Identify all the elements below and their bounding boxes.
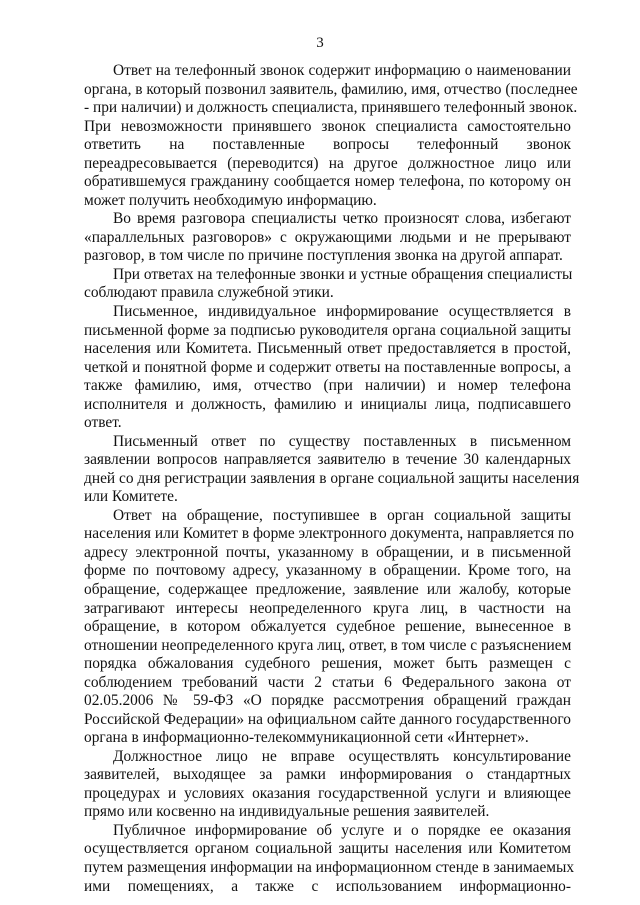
text-line: процедурах и условиях оказания государственной услуги и влияющее [84, 784, 571, 802]
text-line: разговор, в том числе по причине поступления звонка на другой аппарат. [84, 247, 563, 265]
text-line: - при наличии) и должность специалиста, принявшего телефонный звонок. [84, 99, 578, 117]
text-line: населения или Комитета. Письменный ответ предоставляется в простой, [84, 340, 571, 357]
text-line: 02.05.2006 № 59-ФЗ «О порядке рассмотрения обращений граждан [84, 692, 571, 710]
text-line: четкой и понятной форме и содержит ответы на поставленные вопросы, а [84, 358, 571, 376]
text-line: отношении неопределенного круга лиц, ответ, в том числе с разъяснением [84, 636, 572, 654]
text-line: письменной форме за подписью руководителя органа социальной защиты [84, 321, 571, 339]
text-line: путем размещения информации на информационном стенде в занимаемых [84, 858, 575, 876]
text-line: переадресовывается (переводится) на другое должностное лицо или [84, 154, 571, 172]
text-line: заявителей, выходящее за рамки информирования о стандартных [84, 766, 571, 784]
text-line: соблюдают правила служебной этики. [84, 284, 334, 302]
text-line: Публичное информирование об услуге и о порядке ее оказания [113, 821, 571, 839]
text-line: обратившемуся гражданину сообщается номер телефона, по которому он [84, 173, 571, 191]
text-line: дней со дня регистрации заявления в органе социальной защиты населения [84, 469, 580, 487]
text-line: форме по почтовому адресу, указанному в обращении. Кроме того, на [84, 562, 571, 580]
text-line: При ответах на телефонные звонки и устные обращения специалисты [113, 265, 573, 283]
text-line: населения или Комитет в форме электронного документа, направляется по [84, 525, 574, 543]
text-line: «параллельных разговоров» с окружающими людьми и не прерывают [84, 228, 571, 246]
text-line: адресу электронной почты, указанному в обращении, и в письменной [84, 543, 571, 561]
text-line: затрагивают интересы неопределенного круга лиц, в частности на [84, 599, 571, 617]
text-line: Ответ на телефонный звонок содержит информацию о наименовании [113, 62, 571, 79]
text-line: Письменное, индивидуальное информирование осуществляется в [113, 302, 571, 320]
page-number: 3 [316, 35, 324, 51]
text-line: Должностное лицо не вправе осуществлять консультирование [113, 747, 571, 765]
text-line: заявлении вопросов направляется заявителю в течение 30 календарных [84, 451, 571, 469]
text-line: При невозможности принявшего звонок специалиста самостоятельно [84, 117, 571, 135]
text-line: Письменный ответ по существу поставленных в письменном [113, 432, 571, 450]
text-line: ими помещениях, а также с использованием информационно- [84, 877, 571, 895]
text-line: обращение, содержащее предложение, заявление или жалобу, которые [84, 580, 571, 598]
text-line: порядка обжалования судебного решения, может быть размещен с [84, 655, 571, 673]
text-line: Российской Федерации» на официальном сайте данного государственного [84, 710, 571, 728]
text-line: обращение, в котором обжалуется судебное решение, вынесенное в [84, 618, 571, 635]
text-line: может получить необходимую информацию. [84, 191, 377, 209]
text-line: также фамилию, имя, отчество (при наличии) и номер телефона [84, 377, 571, 395]
text-line: органа в информационно-телекоммуникационной сети «Интернет». [84, 729, 529, 747]
text-line: ответ. [84, 414, 122, 432]
text-line: прямо или косвенно на индивидуальные решения заявителей. [84, 803, 490, 821]
text-line: осуществляется органом социальной защиты населения или Комитетом [84, 840, 571, 858]
text-line: или Комитете. [84, 488, 178, 506]
text-line: Во время разговора специалисты четко произносят слова, избегают [113, 210, 571, 228]
text-line: органа, в который позвонил заявитель, фамилию, имя, отчество (последнее [84, 80, 578, 98]
text-line: ответить на поставленные вопросы телефонный звонок [84, 136, 571, 154]
text-line: соблюдением требований части 2 статьи 6 Федерального закона от [84, 673, 571, 691]
text-line: Ответ на обращение, поступившее в орган социальной защиты [113, 506, 571, 524]
text-line: исполнителя и должность, фамилию и инициалы лица, подписавшего [84, 395, 571, 413]
